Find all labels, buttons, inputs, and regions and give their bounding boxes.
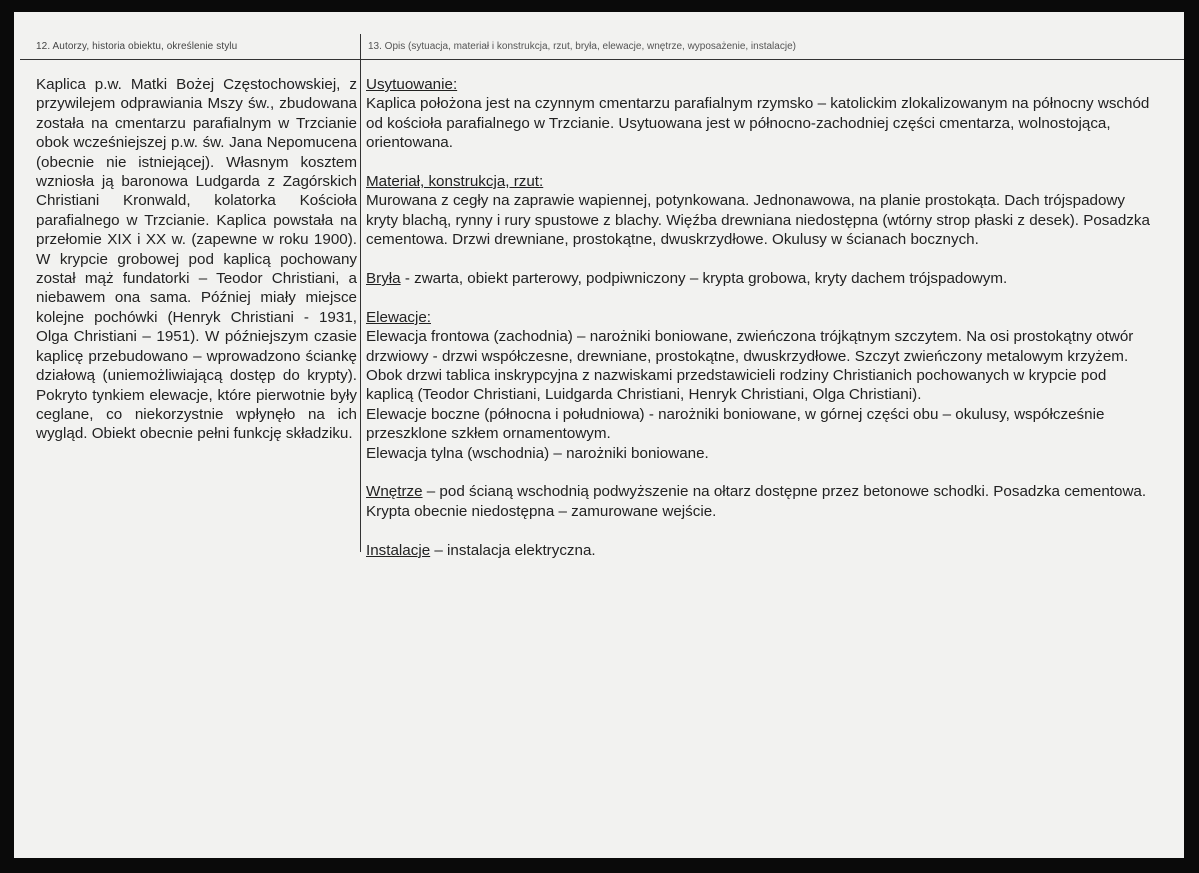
location-heading: Usytuowanie: (366, 76, 458, 93)
interior-heading: Wnętrze (366, 483, 423, 501)
header-divider (20, 59, 1184, 60)
history-column (36, 75, 357, 444)
column-divider (360, 34, 361, 552)
material-text: Murowana z cegły na zaprawie wapiennej, potynkowana. Jednonawowa, na planie prostokąta. Dach trójspadowy kryty blachą, rynny i rury spustowe z blachy. Więźba drewniana niedostępna (wtórny strop płaski z desek). Posadzka cementowa. Drzwi drewniane, prostokątne, dwuskrzydłowe. Okulusy w ścianach bocznych. (366, 192, 1150, 249)
interior-section (366, 482, 1156, 521)
mass-heading: Bryła (366, 270, 401, 288)
elevations-section (366, 308, 1156, 463)
elevations-heading: Elewacje: (366, 308, 431, 326)
column-header-history: 12. Autorzy, historia obiektu, określenie stylu (36, 41, 238, 52)
mass-text: - zwarta, obiekt parterowy, podpiwniczony – krypta grobowa, kryty dachem trójspadowym. (400, 270, 1008, 288)
location-section (366, 75, 1156, 153)
installations-section (366, 541, 1156, 560)
elevations-rear-text: Elewacja tylna (wschodnia) – narożniki boniowane. (366, 444, 709, 462)
installations-text: – instalacja elektryczna. (430, 541, 596, 559)
elevations-front-text: Elewacja frontowa (zachodnia) – narożniki boniowane, zwieńczona trójkątnym szczytem. Na osi prostokątny otwór drzwiowy - drzwi współczesne, drewniane, prostokątne, dwuskrzydłowe. Szczyt zwieńczony metalowym krzyżem. Obok drzwi tablica inskrypcyjna z nazwiskami przedstawicieli rodziny Christianich pochowanych w krypcie pod kaplicą (Teodor Christiani, Luidgarda Christiani, Henryk Christiani, Olga Christiani). (366, 328, 1134, 404)
description-column (366, 75, 1156, 560)
material-section (366, 172, 1156, 250)
interior-text: – pod ścianą wschodnią podwyższenie na ołtarz dostępne przez betonowe schodki. Posadzka cementowa. Krypta obecnie niedostępna – zamurowane wejście. (366, 483, 1147, 520)
installations-heading: Instalacje (366, 541, 431, 559)
document-sheet (14, 12, 1184, 858)
material-heading: Materiał, konstrukcja, rzut: (366, 173, 544, 191)
column-header-description: 13. Opis (sytuacja, materiał i konstrukcja, rzut, bryła, elewacje, wnętrze, wyposażenie, instalacje) (368, 41, 796, 52)
location-text: Kaplica położona jest na czynnym cmentarzu parafialnym rzymsko – katolickim zlokalizowanym na północny wschód od kościoła parafialnego w Trzcianie. Usytuowana jest w północno-zachodniej części cmentarza, wolnostojąca, orientowana. (366, 95, 1150, 152)
elevations-side-text: Elewacje boczne (północna i południowa) - narożniki boniowane, w górnej części obu – okulusy, współcześnie przeszklone szkłem ornamentowym. (366, 405, 1105, 443)
history-text: Kaplica p.w. Matki Bożej Częstochowskiej, z przywilejem odprawiania Mszy św., zbudowana została na cmentarzu parafialnym w Trzcianie obok wcześniejszej p.w. św. Jana Nepomucena (obecnie nie istniejącej). Własnym kosztem wzniosła ją baronowa Ludgarda z Zagórskich Christiani Kronwald, kolatorka Kościoła parafialnego w Trzcianie. Kaplica powstała na przełomie XIX i XX w. (zapewne w roku 1900). W krypcie grobowej pod kaplicą pochowany został mąż fundatorki – Teodor Christiani, a niebawem ona sama. Później miały miejsce kolejne pochówki (Henryk Christiani - 1931, Olga Christiani – 1951). W późniejszym czasie kaplicę przebudowano – wprowadzono ściankę działową (uniemożliwiającą dostęp do krypty). Pokryto tynkiem elewacje, które pierwotnie były ceglane, co niekorzystnie wpłynęło na ich wygląd. Obiekt obecnie pełni funkcję składziku. (36, 76, 357, 443)
mass-section (366, 269, 1156, 288)
